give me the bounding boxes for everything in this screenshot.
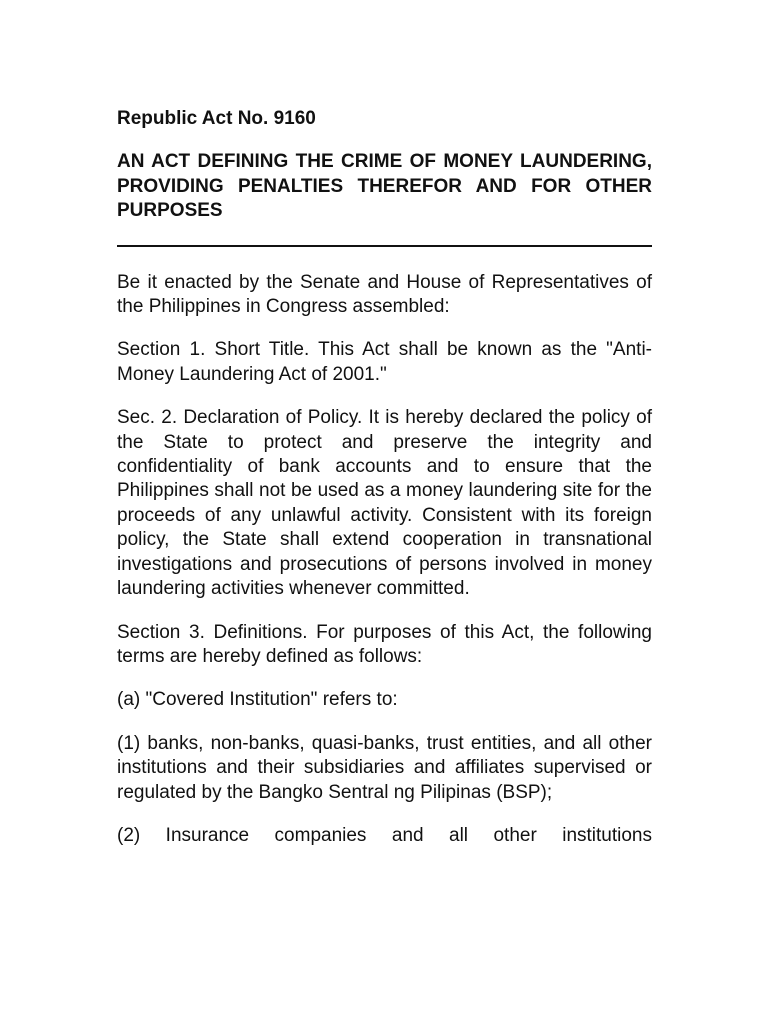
definition-item-1-banks: (1) banks, non-banks, quasi-banks, trust entities, and all other institutions and their subsidiaries and affiliates supervised or regulated by the Bangko Sentral ng Pilipinas (BSP); [117,732,652,803]
definition-a-covered-institution: (a) "Covered Institution" refers to: [117,689,398,711]
document-page [117,107,652,848]
section-3-definitions: Section 3. Definitions. For purposes of this Act, the following terms are hereby defined as follows: [117,621,652,667]
section-1-short-title: Section 1. Short Title. This Act shall be known as the "Anti-Money Laundering Act of 2001." [117,339,652,385]
enacting-clause: Be it enacted by the Senate and House of Representatives of the Philippines in Congress assembled: [117,271,652,318]
definition-item-2-insurance: (2) Insurance companies and all other institutions [117,824,652,846]
act-title: AN ACT DEFINING THE CRIME OF MONEY LAUNDERING, PROVIDING PENALTIES THEREFOR AND FOR OTHER PURPOSES [117,151,652,222]
section-2-declaration-of-policy: Sec. 2. Declaration of Policy. It is hereby declared the policy of the State to protect and preserve the integrity and confidentiality of bank accounts and to ensure that the Philippines shall not be used as a money laundering site for the proceeds of any unlawful activity. Consistent with its foreign policy, the State shall extend cooperation in transnational investigations and prosecutions of persons involved in money laundering activities whenever committed. [117,407,652,600]
act-number: Republic Act No. 9160 [117,108,316,129]
title-divider [117,245,652,247]
